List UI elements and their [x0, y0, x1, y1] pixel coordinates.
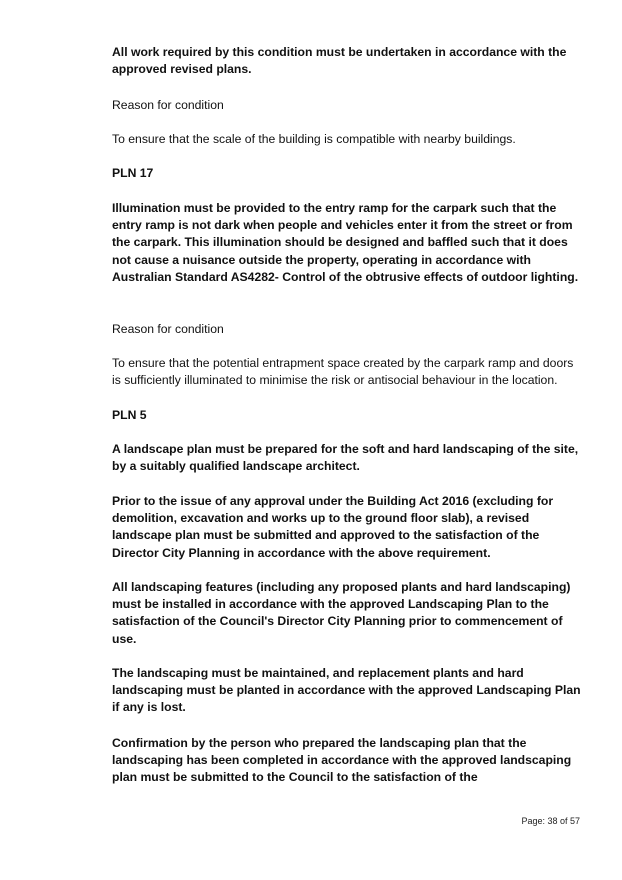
- reason-heading: Reason for condition: [112, 98, 224, 112]
- reason-paragraph: To ensure that the potential entrapment space created by the carpark ramp and doors is sufficiently illuminated to minimise the risk or antisocial behaviour in the location.: [112, 356, 574, 388]
- condition-paragraph: Confirmation by the person who prepared the landscaping plan that the landscaping has been completed in accordance with the approved landscaping plan must be submitted to the Council to the satisfaction of the: [112, 736, 572, 785]
- reason-paragraph: To ensure that the scale of the building is compatible with nearby buildings.: [112, 132, 516, 146]
- condition-paragraph: Prior to the issue of any approval under the Building Act 2016 (excluding for demolition, excavation and works up to the ground floor slab), a revised landscape plan must be submitted and approved to the satisfaction of the Director City Planning in accordance with the above requirement.: [112, 494, 554, 560]
- condition-paragraph: The landscaping must be maintained, and replacement plants and hard landscaping must be planted in accordance with the approved Landscaping Plan if any is lost.: [112, 666, 581, 715]
- condition-paragraph: A landscape plan must be prepared for the soft and hard landscaping of the site, by a suitably qualified landscape architect.: [112, 442, 579, 474]
- condition-paragraph: All work required by this condition must be undertaken in accordance with the approved revised plans.: [112, 45, 567, 77]
- condition-paragraph: All landscaping features (including any proposed plants and hard landscaping) must be installed in accordance with the approved Landscaping Plan to the satisfaction of the Council's Director City Planning prior to commencement of use.: [112, 580, 571, 646]
- condition-code-heading: PLN 17: [112, 166, 154, 180]
- reason-heading: Reason for condition: [112, 322, 224, 336]
- condition-code-heading: PLN 5: [112, 408, 147, 422]
- page-number: Page: 38 of 57: [521, 816, 580, 826]
- condition-paragraph: Illumination must be provided to the entry ramp for the carpark such that the entry ramp is not dark when people and vehicles enter it from the street or from the carpark. This illumination should be designed and baffled such that it does not cause a nuisance outside the property, operating in accordance with Australian Standard AS4282- Control of the obtrusive effects of outdoor lighting.: [112, 201, 579, 284]
